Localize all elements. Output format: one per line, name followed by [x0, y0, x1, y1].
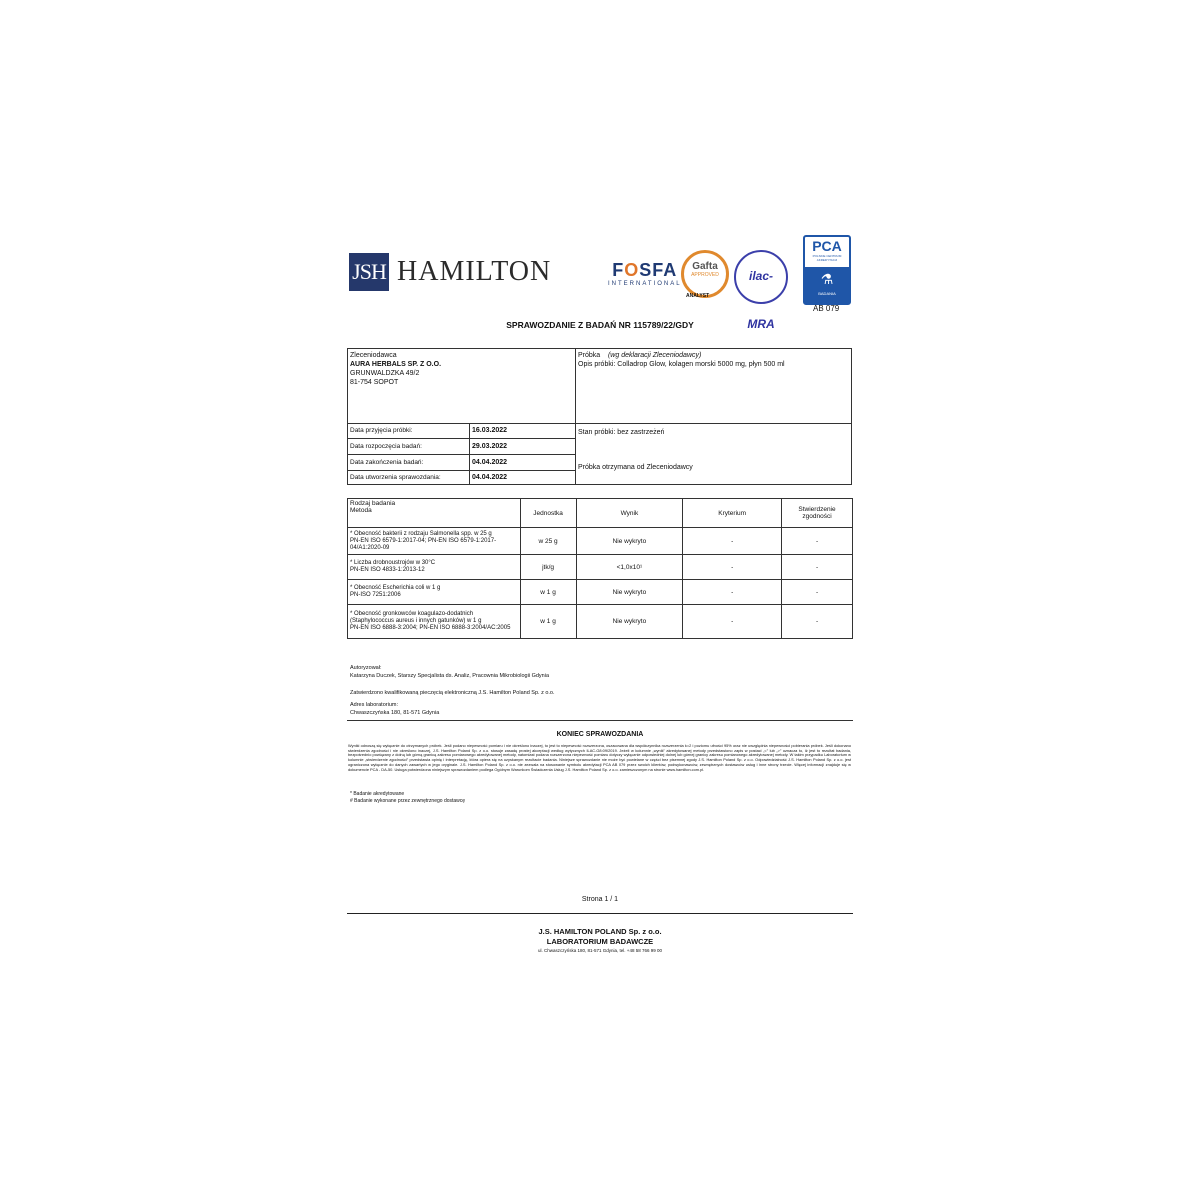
row-criterion: - — [683, 580, 782, 605]
notes — [350, 791, 465, 804]
row-result: Nie wykryto — [576, 605, 683, 639]
header-criterion: Kryterium — [683, 499, 782, 528]
date-label: Data przyjęcia próbki: — [350, 427, 413, 434]
separator — [347, 720, 853, 721]
pca-logo-sub: POLSKIE CENTRUM AKREDYTACJI — [812, 254, 842, 262]
sample-received: Próbka otrzymana od Zleceniodawcy — [578, 464, 693, 471]
date-label: Data rozpoczęcia badań: — [350, 443, 422, 450]
gafta-analyst-label: ANALYST — [686, 293, 710, 299]
fosfa-logo — [608, 260, 682, 287]
row-conformity: - — [782, 555, 853, 580]
pca-badania-label: BADANIA — [818, 291, 836, 296]
header-test-method: Rodzaj badania Metoda — [348, 499, 521, 528]
client-name: AURA HERBALS SP. Z O.O. — [350, 361, 442, 368]
authorization-block — [350, 664, 555, 717]
row-test-method: * Obecność gronkowców koagulazo-dodatnich (Staphylococcus aureus i innych gatunków) w 1 g PN-EN ISO 6888-3:2004; PN-EN ISO 6888-3:2004/AC:2005 — [348, 605, 521, 639]
row-unit: w 1 g — [520, 580, 576, 605]
hamilton-logo-mark: JSH — [349, 253, 389, 291]
client-street: GRUNWALDZKA 49/2 — [350, 370, 420, 377]
fosfa-logo-sfa: SFA — [639, 260, 678, 280]
date-value: 16.03.2022 — [469, 423, 576, 438]
row-conformity: - — [782, 580, 853, 605]
authorized-person: Katarzyna Duczek, Starszy Specjalista ds. Analiz, Pracownia Mikrobiologii Gdynia — [350, 673, 550, 679]
gafta-logo — [681, 250, 729, 298]
date-value: 04.04.2022 — [469, 455, 576, 470]
row-criterion: - — [683, 528, 782, 555]
approval-statement: Zatwierdzono kwalifikowaną pieczęcią elektroniczną J.S. Hamilton Poland Sp. z o.o. — [350, 690, 555, 696]
lab-address: Chwaszczyńska 180, 81-571 Gdynia — [350, 710, 440, 716]
ilac-mra-logo: ilac-MRA — [734, 250, 788, 304]
pca-accreditation-code: AB 079 — [813, 304, 840, 313]
sample-label: Próbka — [578, 352, 601, 359]
table-row — [348, 528, 853, 555]
sample-block — [578, 351, 785, 369]
date-value: 04.04.2022 — [469, 471, 576, 485]
end-title: KONIEC SPRAWOZDANIA — [556, 731, 644, 738]
results-table — [347, 498, 853, 639]
fosfa-logo-f: F — [612, 260, 625, 280]
pca-logo-text: PCA — [812, 238, 842, 254]
date-row — [348, 423, 575, 439]
hamilton-logo-text: HAMILTON — [397, 256, 552, 287]
row-result: <1,0x10¹ — [576, 555, 683, 580]
row-unit: jtk/g — [520, 555, 576, 580]
client-label: Zleceniodawca — [350, 352, 397, 359]
sample-state: Stan próbki: bez zastrzeżeń — [578, 429, 665, 436]
authorized-label: Autoryzował: — [350, 665, 382, 671]
client-sample-box — [347, 348, 852, 485]
results-header-row — [348, 499, 853, 528]
footer-address: ul. Chwaszczyńska 180, 81-571 Gdynia, tel. +48 58 766 99 00 — [538, 948, 662, 953]
table-row — [348, 555, 853, 580]
date-value: 29.03.2022 — [469, 439, 576, 454]
gafta-logo-text: Gafta — [692, 261, 718, 272]
sample-label-note: (wg deklaracji Zleceniodawcy) — [607, 352, 702, 359]
date-row — [348, 455, 575, 471]
pca-logo — [803, 235, 851, 305]
footer-separator — [347, 913, 853, 914]
report-title: SPRAWOZDANIE Z BADAŃ NR 115789/22/GDY — [506, 320, 694, 330]
date-row — [348, 471, 575, 485]
fosfa-logo-o: O — [624, 260, 640, 280]
client-block — [350, 351, 441, 387]
lab-address-label: Adres laboratorium: — [350, 702, 398, 708]
footer-company-block — [0, 927, 1200, 947]
sample-description: Opis próbki: Colladrop Glow, kolagen morski 5000 mg, płyn 500 ml — [578, 361, 785, 368]
pca-logo-badge — [805, 267, 849, 303]
note-accredited: * Badanie akredytowane — [350, 791, 405, 797]
flask-icon: ⚗ — [820, 271, 834, 287]
header-result: Wynik — [576, 499, 683, 528]
header-unit: Jednostka — [520, 499, 576, 528]
note-external: # Badanie wykonane przez zewnętrznego dostawcę — [350, 797, 466, 804]
row-test-method: * Liczba drobnoustrojów w 30°C PN-EN ISO 4833-1:2013-12 — [348, 555, 521, 580]
row-result: Nie wykryto — [576, 580, 683, 605]
row-result: Nie wykryto — [576, 528, 683, 555]
footer-lab: LABORATORIUM BADAWCZE — [546, 937, 654, 946]
date-row — [348, 439, 575, 455]
page-number: Strona 1 / 1 — [581, 896, 619, 903]
disclaimer-text: Wyniki odnoszą się wyłącznie do otrzymanych próbek. Jeśli podano niepewność pomiaru i nie określono inaczej, to jest to niepewność rozszerzona, oszacowana dla współczynnika rozszerzenia k=2 i poziomu ufności 95% oraz nie uwzględnia niepewności pobierania próbek. Jeśli dokonano stwierdzenia zgodności i nie określono inaczej, J.S. Hamilton Poland Sp. z o.o. stosuje zasadę prostej akceptacji według wytycznych ILAC-G8:09/2019. Jeżeli w kolumnie „wynik” akredytowanej metody przedstawiono zapis w postaci „<” lub „>” oznacza to, iż jest to rezultat badania, bezpośrednio powiązany z dolną lub górną granicą zakresu pomiarowego akredytowanej metody, natomiast podana rozszerzona niepewność pomiaru dotyczy wyłącznie odpowiedniej dolnej lub górnej granicy zakresu pomiarowego akredytowanej metody. W takim przypadku Laboratorium w kolumnie „stwierdzenie zgodności” przedstawia opinię i interpretację, która opiera się na uzyskanym rezultacie badania. Niniejsze sprawozdanie nie może być powielane w części bez pisemnej zgody J.S. Hamilton Poland Sp. z o.o. Odpowiedzialność J.S. Hamilton Poland Sp. z o.o. jest ograniczona wyłącznie do danych zawartych w jego oryginale. J.S. Hamilton Poland Sp. z o.o. nie zezwala na stosowanie symbolu akredytacji PCA AB 079 przez swoich klientów, podwykonawców, zewnętrznych dostawców usług i inne strony trzecie. Więcej informacji znajduje się w dokumencie PCA - DA-50. Usługa potwierdzona niniejszym sprawozdaniem podlega Ogólnym Warunkom Świadczenia Usług J.S. Hamilton Poland Sp. z o.o. zamieszczonym na stronie www.hamilton.com.pl. — [348, 743, 851, 772]
footer-company: J.S. HAMILTON POLAND Sp. z o.o. — [538, 927, 662, 936]
row-criterion: - — [683, 605, 782, 639]
row-unit: w 25 g — [520, 528, 576, 555]
header-conformity: Stwierdzenie zgodności — [782, 499, 853, 528]
table-row — [348, 605, 853, 639]
date-label: Data zakończenia badań: — [350, 459, 424, 466]
row-unit: w 1 g — [520, 605, 576, 639]
date-label: Data utworzenia sprawozdania: — [350, 474, 441, 481]
fosfa-logo-sub: INTERNATIONAL — [608, 281, 682, 287]
row-criterion: - — [683, 555, 782, 580]
row-conformity: - — [782, 605, 853, 639]
table-row — [348, 580, 853, 605]
row-test-method: * Obecność Escherichia coli w 1 g PN-ISO 7251:2006 — [348, 580, 521, 605]
row-conformity: - — [782, 528, 853, 555]
row-test-method: * Obecność bakterii z rodzaju Salmonella spp. w 25 g PN-EN ISO 6579-1:2017-04; PN-EN ISO 6579-1:2017-04/A1:2020-09 — [348, 528, 521, 555]
gafta-logo-approved: APPROVED — [691, 272, 719, 278]
client-city: 81-754 SOPOT — [350, 379, 399, 386]
